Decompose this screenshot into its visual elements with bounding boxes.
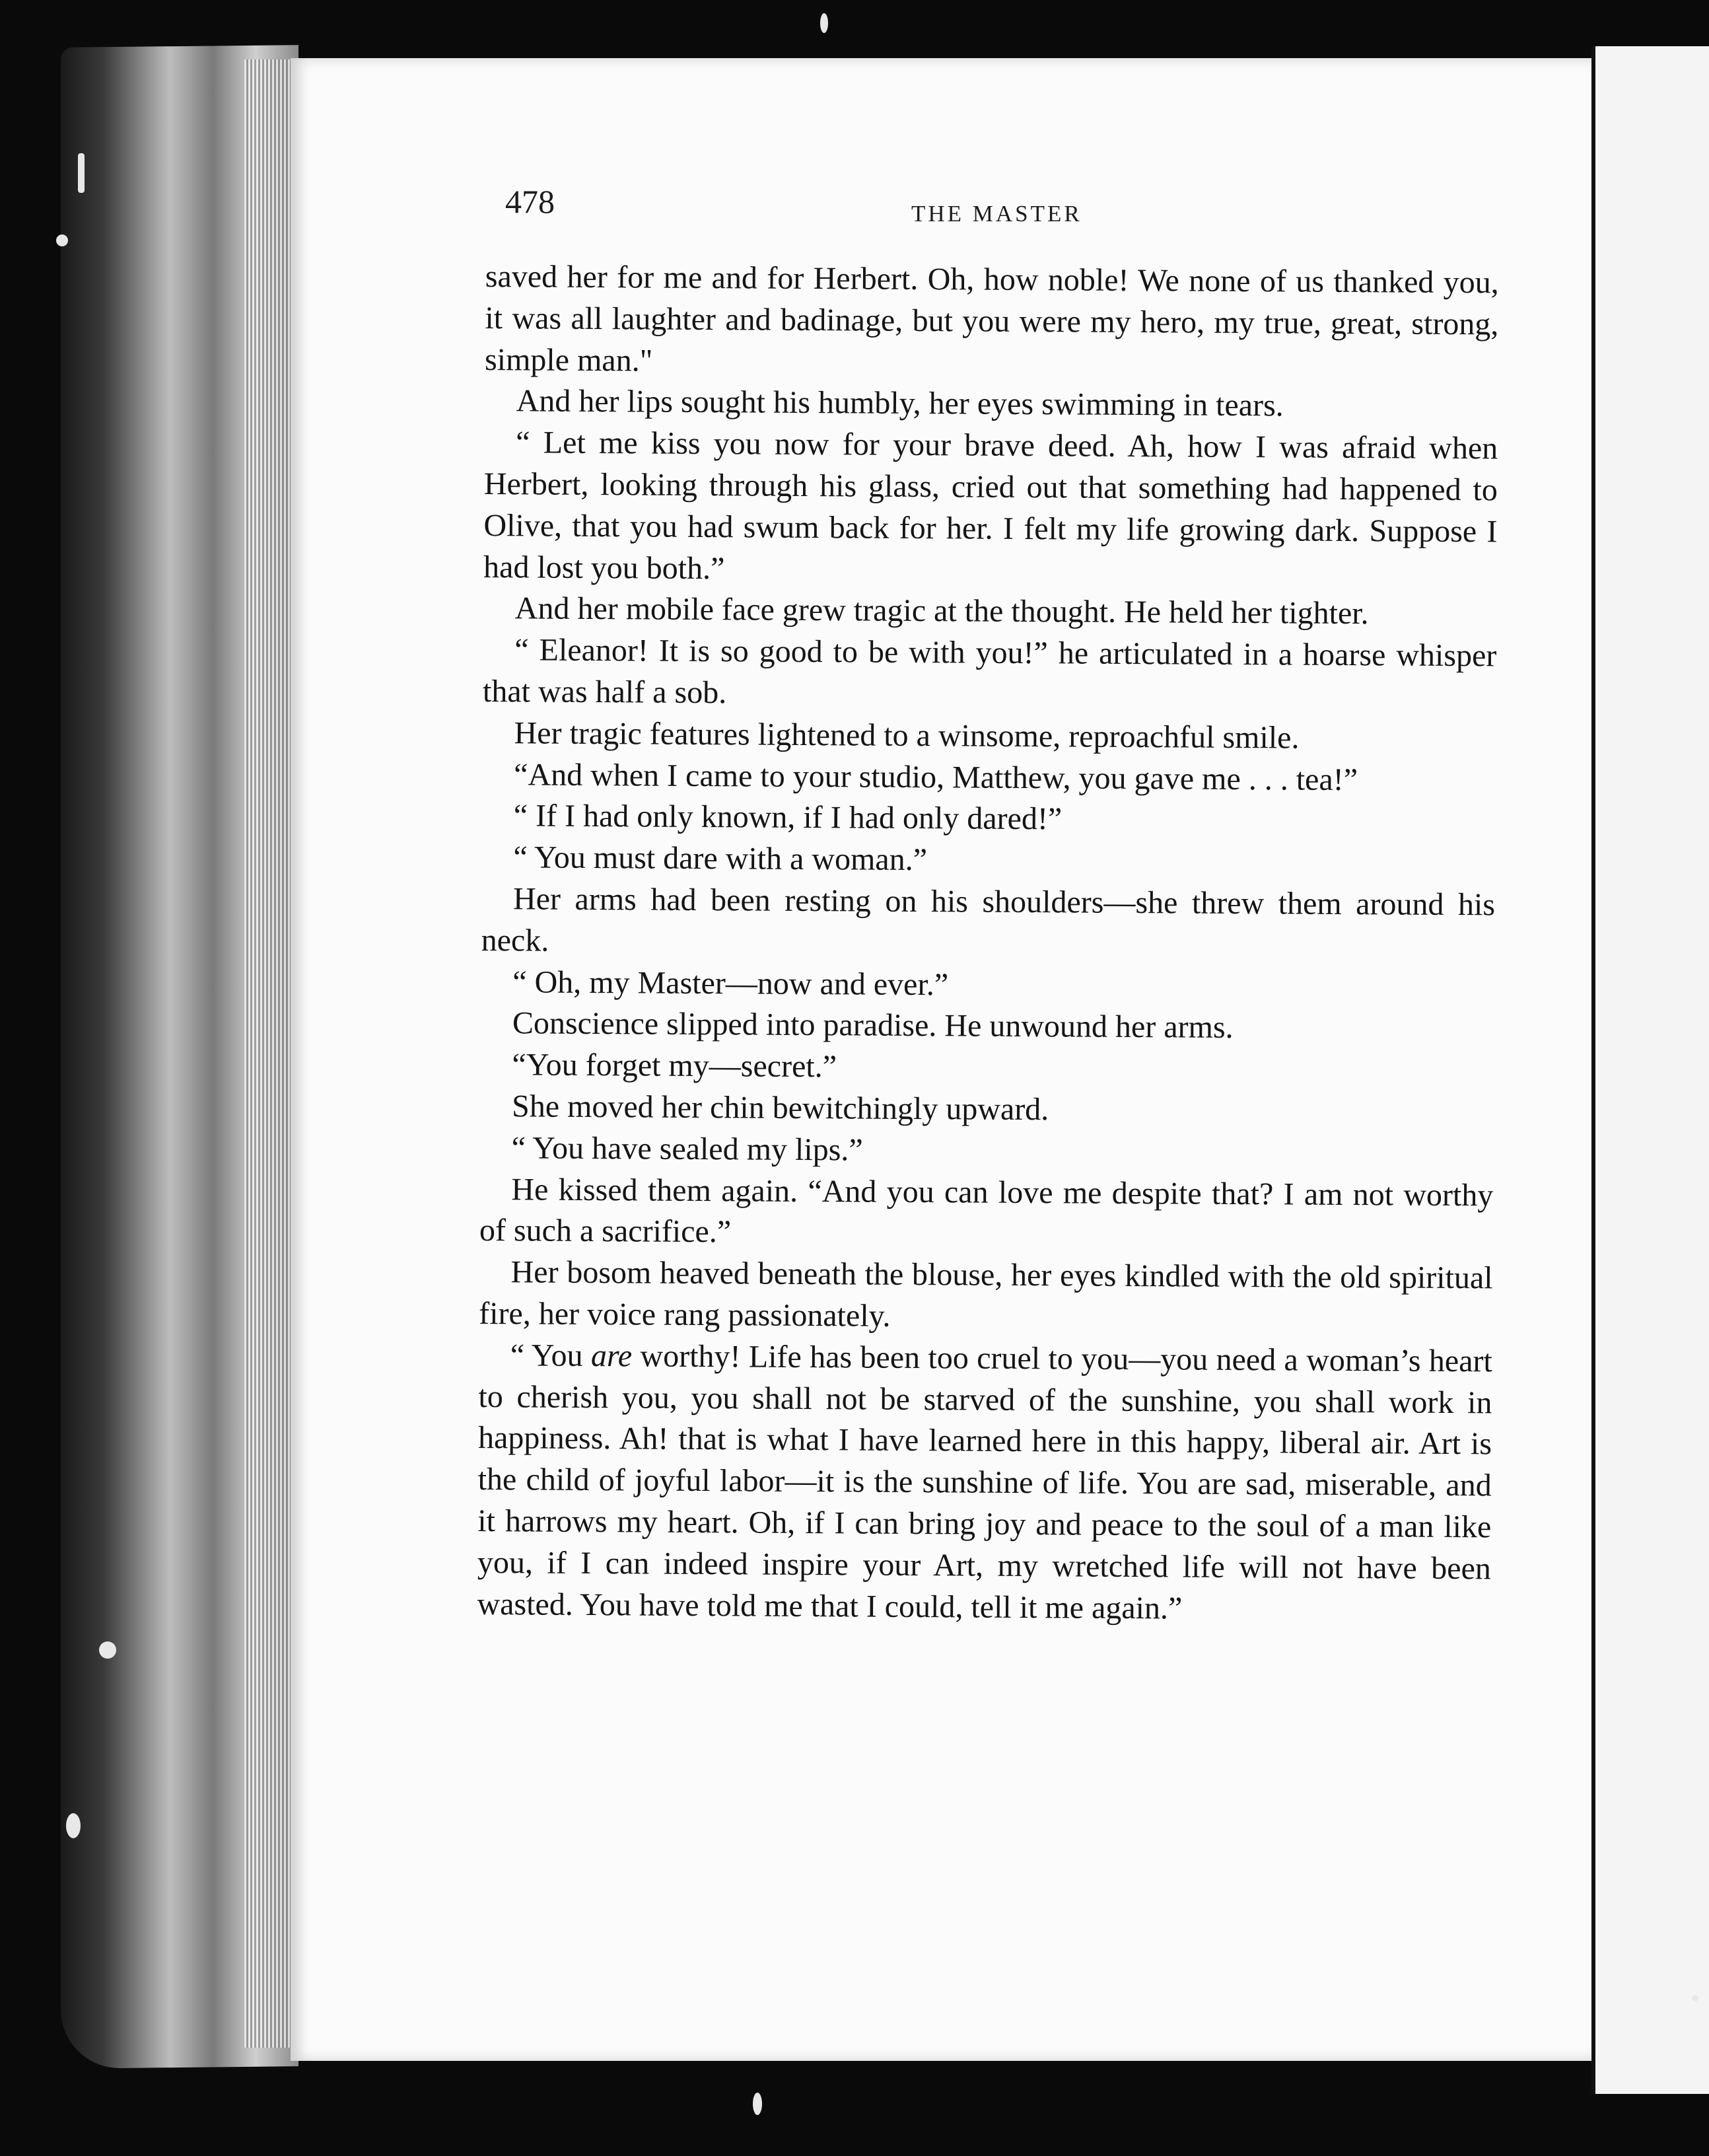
facing-page-strip xyxy=(1591,46,1709,2094)
paragraph: saved her for me and for Herbert. Oh, how noble! We none of us thanked you, it was all laughter and badinage, but you were my hero, my true, great, strong, simple man." xyxy=(484,258,1499,378)
paragraph: “And when I came to your studio, Matthew, you gave me . . . tea!” xyxy=(514,756,1358,797)
page-header xyxy=(505,178,1496,238)
paragraph: “ Oh, my Master—now and ever.” xyxy=(512,964,949,1002)
paragraph: “ Eleanor! It is so good to be with you!” he articulated in a hoarse whisper that was half a sob. xyxy=(482,632,1497,711)
dust-speck xyxy=(78,153,85,193)
page-number: 478 xyxy=(505,183,555,220)
paragraph: “ You have sealed my lips.” xyxy=(511,1130,863,1168)
paragraph-segment: “ You xyxy=(510,1337,592,1373)
running-head: THE MASTER xyxy=(911,201,1082,227)
paragraph: Her arms had been resting on his shoulders—she threw them around his neck. xyxy=(481,881,1496,958)
paragraph: “ If I had only known, if I had only dared!” xyxy=(513,798,1063,837)
paragraph: And her mobile face grew tragic at the thought. He held her tighter. xyxy=(514,591,1369,631)
dust-speck xyxy=(1692,1995,1698,2001)
paragraph: Conscience slipped into paradise. He unwound her arms. xyxy=(512,1005,1234,1046)
paragraph: Her tragic features lightened to a winsome, reproachful smile. xyxy=(514,715,1300,756)
paragraph: And her lips sought his humbly, her eyes swimming in tears. xyxy=(516,383,1284,423)
paragraph: “You forget my—secret.” xyxy=(512,1047,837,1085)
paragraph-segment: worthy! Life has been too cruel to you—you need a woman’s heart to cherish you, you shall not be starved of the sunshine, you shall work in happiness. Ah! that is what I have learned here in this happy, liberal air. Art is the child of joyful labor—it is the sunshine of life. You are sad, miserable, and it harrows my heart. Oh, if I can bring joy and peace to the soul of a man like you, if I can indeed inspire your Art, my wretched life will not have been wasted. You have told me that I could, tell it me again.” xyxy=(477,1338,1492,1626)
dust-speck xyxy=(99,1641,116,1659)
paragraph: She moved her chin bewitchingly upward. xyxy=(511,1089,1049,1128)
paragraph xyxy=(477,1335,1492,1632)
body-text xyxy=(477,256,1499,1632)
dust-speck xyxy=(753,2093,762,2115)
paragraph: “ Let me kiss you now for your brave deed. Ah, how I was afraid when Herbert, looking through his glass, cried out that something had happened to Olive, that you had swum back for her. I felt my life growing dark. Suppose I had lost you both.” xyxy=(483,425,1498,586)
paragraph: Her bosom heaved beneath the blouse, her eyes kindled with the old spiritual fire, her voice rang passionately. xyxy=(479,1254,1493,1334)
dust-speck xyxy=(820,13,828,33)
emphasized-word: are xyxy=(590,1338,633,1374)
paragraph: He kissed them again. “And you can love me despite that? I am not worthy of such a sacrifice.” xyxy=(479,1171,1494,1250)
paragraph: “ You must dare with a woman.” xyxy=(513,840,928,878)
dust-speck xyxy=(56,234,68,246)
dust-speck xyxy=(66,1813,81,1838)
